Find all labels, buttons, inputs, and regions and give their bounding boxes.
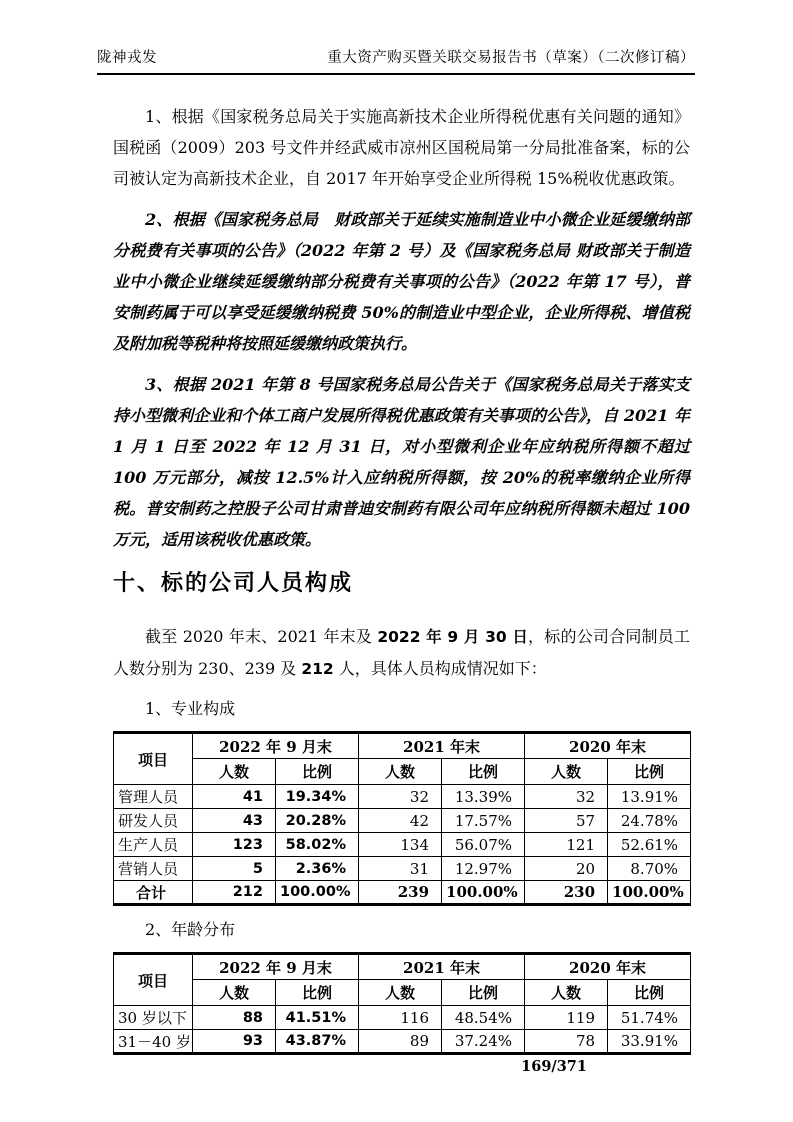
col-group-2021: 2021 年末 xyxy=(359,954,525,980)
col-header-ratio: 比例 xyxy=(276,759,359,785)
cell-value: 100.00% xyxy=(608,881,691,905)
cell-value: 57 xyxy=(525,809,608,833)
table-row xyxy=(114,1030,691,1054)
subsection-label-profession: 1、专业构成 xyxy=(145,699,236,718)
cell-value: 31 xyxy=(359,857,442,881)
row-label: 31－40 岁 xyxy=(114,1030,193,1054)
table-row xyxy=(114,857,691,881)
intro-bold-date: 2022 年 9 月 30 日 xyxy=(377,628,529,646)
row-label: 研发人员 xyxy=(114,809,193,833)
cell-value: 93 xyxy=(193,1030,276,1054)
cell-value: 123 xyxy=(193,833,276,857)
table-total-row xyxy=(114,881,691,905)
cell-value: 2.36% xyxy=(276,857,359,881)
intro-paragraph xyxy=(113,621,690,685)
cell-value: 41 xyxy=(193,785,276,809)
col-group-2021: 2021 年末 xyxy=(359,733,525,759)
document-body xyxy=(113,101,690,1075)
intro-text: 截至 2020 年末、2021 年末及 xyxy=(145,627,378,646)
cell-value: 119 xyxy=(525,1006,608,1030)
cell-value: 24.78% xyxy=(608,809,691,833)
cell-value: 134 xyxy=(359,833,442,857)
running-header xyxy=(97,46,695,75)
col-group-2022: 2022 年 9 月末 xyxy=(193,733,359,759)
paragraph-tax-policy-2: 2、根据《国家税务总局 财政部关于延续实施制造业中小微企业延缓缴纳部分税费有关事项的公告》（2022 年第 2 号）及《国家税务总局 财政部关于制造业中小微企业继续延缓缴纳部分税费有关事项的公告》（2022 年第 17 号），普安制药属于可以享受延缓缴纳税费 50%的制造业中型企业，企业所得税、增值税及附加税等税种将按照延缓缴纳政策执行。 xyxy=(113,210,690,353)
row-label-total: 合计 xyxy=(114,881,193,905)
cell-value: 51.74% xyxy=(608,1006,691,1030)
page-number: 169/371 xyxy=(521,1058,587,1075)
cell-value: 41.51% xyxy=(276,1006,359,1030)
row-label: 管理人员 xyxy=(114,785,193,809)
cell-value: 17.57% xyxy=(442,809,525,833)
cell-value: 212 xyxy=(193,881,276,905)
cell-value: 20 xyxy=(525,857,608,881)
cell-value: 88 xyxy=(193,1006,276,1030)
col-header-ratio: 比例 xyxy=(276,980,359,1006)
cell-value: 89 xyxy=(359,1030,442,1054)
cell-value: 8.70% xyxy=(608,857,691,881)
cell-value: 20.28% xyxy=(276,809,359,833)
col-header-ratio: 比例 xyxy=(442,759,525,785)
col-header-item: 项目 xyxy=(114,954,193,1006)
cell-value: 37.24% xyxy=(442,1030,525,1054)
cell-value: 121 xyxy=(525,833,608,857)
col-group-2022: 2022 年 9 月末 xyxy=(193,954,359,980)
cell-value: 78 xyxy=(525,1030,608,1054)
cell-value: 58.02% xyxy=(276,833,359,857)
header-company-name: 陇神戎发 xyxy=(97,50,157,66)
cell-value: 32 xyxy=(525,785,608,809)
cell-value: 32 xyxy=(359,785,442,809)
cell-value: 100.00% xyxy=(276,881,359,905)
cell-value: 43 xyxy=(193,809,276,833)
table-row xyxy=(114,1006,691,1030)
paragraph-tax-policy-3: 3、根据 2021 年第 8 号国家税务总局公告关于《国家税务总局关于落实支持小型微利企业和个体工商户发展所得税优惠政策有关事项的公告》，自 2021 年 1 月 1 日至 2022 年 12 月 31 日，对小型微利企业年应纳税所得额不超过 100 万元部分，减按 12.5%计入应纳税所得额，按 20%的税率缴纳企业所得税。普安制药之控股子公司甘肃普迪安制药有限公司年应纳税所得额未超过 100 万元，适用该税收优惠政策。 xyxy=(113,375,690,549)
table-row xyxy=(114,785,691,809)
row-label: 30 岁以下 xyxy=(114,1006,193,1030)
cell-value: 100.00% xyxy=(442,881,525,905)
col-header-ratio: 比例 xyxy=(608,759,691,785)
cell-value: 48.54% xyxy=(442,1006,525,1030)
cell-value: 13.91% xyxy=(608,785,691,809)
col-header-item: 项目 xyxy=(114,733,193,785)
col-header-count: 人数 xyxy=(525,759,608,785)
subsection-label-age: 2、年龄分布 xyxy=(145,920,236,939)
cell-value: 19.34% xyxy=(276,785,359,809)
paragraph-tax-policy-1: 1、根据《国家税务总局关于实施高新技术企业所得税优惠有关问题的通知》国税函（2009）203 号文件并经武威市凉州区国税局第一分局批准备案，标的公司被认定为高新技术企业，自 2017 年开始享受企业所得税 15%税收优惠政策。 xyxy=(113,107,690,188)
profession-composition-table xyxy=(113,731,691,906)
col-header-count: 人数 xyxy=(359,980,442,1006)
table-row xyxy=(114,809,691,833)
table-subheader-row xyxy=(114,759,691,785)
table-subheader-row xyxy=(114,980,691,1006)
table-header-row xyxy=(114,954,691,980)
header-doc-title: 重大资产购买暨关联交易报告书（草案）（二次修订稿） xyxy=(327,50,695,66)
intro-text: ，标的公司合同制员工人数分别为 230、239 及 xyxy=(113,627,690,678)
age-distribution-table xyxy=(113,952,691,1055)
col-group-2020: 2020 年末 xyxy=(525,954,691,980)
col-header-ratio: 比例 xyxy=(442,980,525,1006)
cell-value: 13.39% xyxy=(442,785,525,809)
cell-value: 42 xyxy=(359,809,442,833)
intro-bold-count: 212 xyxy=(301,660,334,678)
cell-value: 230 xyxy=(525,881,608,905)
col-header-count: 人数 xyxy=(359,759,442,785)
row-label: 生产人员 xyxy=(114,833,193,857)
cell-value: 239 xyxy=(359,881,442,905)
cell-value: 52.61% xyxy=(608,833,691,857)
table-header-row xyxy=(114,733,691,759)
cell-value: 116 xyxy=(359,1006,442,1030)
cell-value: 5 xyxy=(193,857,276,881)
cell-value: 43.87% xyxy=(276,1030,359,1054)
cell-value: 56.07% xyxy=(442,833,525,857)
cell-value: 33.91% xyxy=(608,1030,691,1054)
col-group-2020: 2020 年末 xyxy=(525,733,691,759)
intro-text: 人，具体人员构成情况如下： xyxy=(333,659,547,678)
cell-value: 12.97% xyxy=(442,857,525,881)
row-label: 营销人员 xyxy=(114,857,193,881)
col-header-count: 人数 xyxy=(193,980,276,1006)
col-header-count: 人数 xyxy=(193,759,276,785)
section-heading-staff-composition: 十、标的公司人员构成 xyxy=(113,571,354,596)
col-header-count: 人数 xyxy=(525,980,608,1006)
table-row xyxy=(114,833,691,857)
col-header-ratio: 比例 xyxy=(608,980,691,1006)
